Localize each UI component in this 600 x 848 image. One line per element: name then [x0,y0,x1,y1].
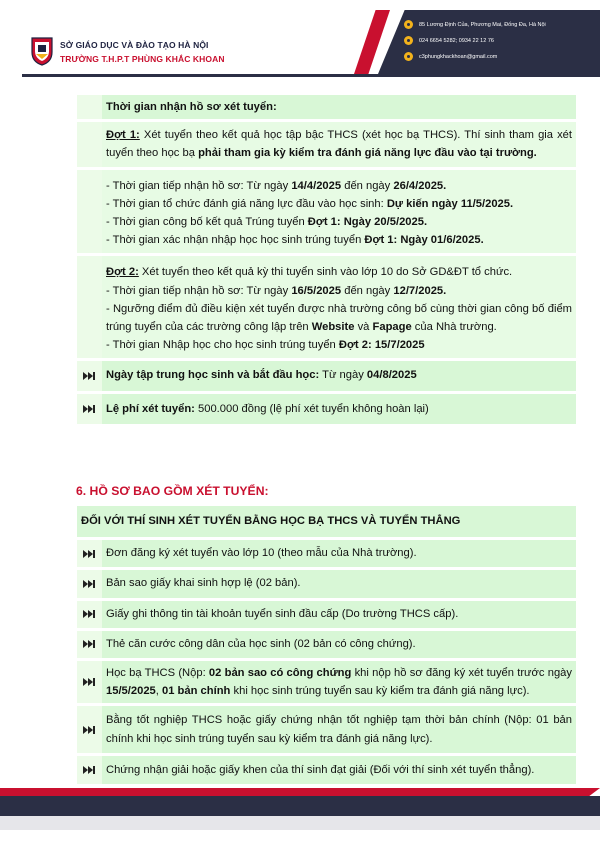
fast-forward-icon [83,550,95,558]
school-logo-icon [30,36,54,66]
page-header [0,0,600,92]
list-item: Bản sao giấy khai sinh hợp lệ (02 bản). [102,570,576,597]
table-row [77,361,576,393]
timeline-heading: Thời gian nhận hồ sơ xét tuyển: [102,95,576,119]
table-header: ĐỐI VỚI THÍ SINH XÉT TUYỂN BẰNG HỌC BẠ THCS VÀ TUYỂN THẲNG [77,506,576,537]
list-item: - Thời gian xác nhận nhập học học sinh trúng tuyển Đợt 1: Ngày 01/6/2025. [106,234,484,247]
footer-shadow [0,816,600,830]
table-row [77,394,576,427]
table-row [77,122,576,169]
list-item: - Thời gian tiếp nhận hồ sơ: Từ ngày 14/4/2025 đến ngày 26/4/2025. [106,179,447,192]
contact-email [404,52,497,61]
email-icon [404,52,413,61]
table-row [77,506,576,540]
fast-forward-icon [83,726,95,734]
fast-forward-icon [83,678,95,686]
list-item: Giấy ghi thông tin tài khoản tuyển sinh đầu cấp (Do trường THCS cấp). [102,601,576,628]
table-row [77,540,576,570]
table-row [77,706,576,755]
dot1-description: Đợt 1: Xét tuyển theo kết quả học tập bậc THCS (xét học bạ THCS). Thí sinh tham gia xét tuyển theo học bạ phải tham gia kỳ kiểm tra đánh giá năng lực đầu vào tại trường. [102,122,576,166]
fast-forward-icon [83,766,95,774]
footer-red-stripe [0,788,600,797]
list-item: Chứng nhận giải hoặc giấy khen của thí sinh đạt giải (Đối với thí sinh xét tuyển thẳng). [102,756,576,784]
timeline-table [77,95,576,427]
fast-forward-icon [83,405,95,413]
list-item: Thẻ căn cước công dân của học sinh (02 bản có công chứng). [102,631,576,658]
contact-phone [404,36,494,45]
fee: Lệ phí xét tuyển: 500.000 đồng (lệ phí xét tuyển không hoàn lại) [102,394,576,424]
table-row [77,756,576,787]
school-name: TRƯỜNG T.H.P.T PHÙNG KHẮC KHOAN [60,54,225,64]
email-text: c3phungkhackhoan@gmail.com [419,53,498,60]
table-row [77,631,576,661]
address-text: 85 Lương Định Của, Phương Mai, Đống Đa, Hà Nội [419,21,546,28]
documents-table [77,506,576,787]
list-item: - Thời gian tổ chức đánh giá năng lực đầu vào học sinh: Dự kiến ngày 11/5/2025. [106,197,514,210]
phone-text: 024 6654 5282; 0934 22 12 76 [419,37,494,44]
table-row [77,601,576,631]
table-row [77,256,576,361]
phone-icon [404,36,413,45]
list-item: Đơn đăng ký xét tuyển vào lớp 10 (theo mẫu của Nhà trường). [102,540,576,567]
header-rule [22,74,600,77]
contact-address [404,20,546,29]
table-row [77,570,576,600]
list-item: Bằng tốt nghiệp THCS hoặc giấy chứng nhận tốt nghiệp tạm thời bản chính (Nộp: 01 bản chính khi học sinh trúng tuyển sau kỳ kiểm tra đánh giá năng lực). [102,706,576,752]
table-row [77,661,576,706]
list-item: - Thời gian công bố kết quả Trúng tuyển Đợt 1: Ngày 20/5/2025. [106,216,428,229]
fast-forward-icon [83,610,95,618]
start-date: Ngày tập trung học sinh và bắt đầu học: Từ ngày 04/8/2025 [102,361,576,390]
page-footer [0,786,600,848]
school-org-name: SỞ GIÁO DỤC VÀ ĐÀO TẠO HÀ NỘI [60,40,209,50]
fast-forward-icon [83,580,95,588]
location-pin-icon [404,20,413,29]
table-row [77,95,576,122]
fast-forward-icon [83,640,95,648]
list-item: Học bạ THCS (Nộp: 02 bản sao có công chứng khi nộp hồ sơ đăng ký xét tuyển trước ngày 15/5/2025, 01 bản chính khi học sinh trúng tuyển sau kỳ kiểm tra đánh giá năng lực). [102,661,576,703]
table-row [77,170,576,257]
footer-dark-band [0,796,600,816]
section-title: 6. HỒ SƠ BAO GỒM XÉT TUYỂN: [76,484,269,498]
dot2-description: Đợt 2: Xét tuyển theo kết quả kỳ thi tuyển sinh vào lớp 10 do Sở GD&ĐT tổ chức. - Thời gian tiếp nhận hồ sơ: Từ ngày 16/5/2025 đến ngày 12/7/2025. - Ngưỡng điểm đủ điều kiện xét tuyển được nhà trường công bố cùng thời gian công bố điểm trúng tuyển của các trường công lập trên Website và Fapage của Nhà trường. - Thời gian Nhập học cho học sinh trúng tuyển Đợt 2: 15/7/2025 [102,256,576,358]
fast-forward-icon [83,372,95,380]
dot1-schedule [102,170,576,254]
